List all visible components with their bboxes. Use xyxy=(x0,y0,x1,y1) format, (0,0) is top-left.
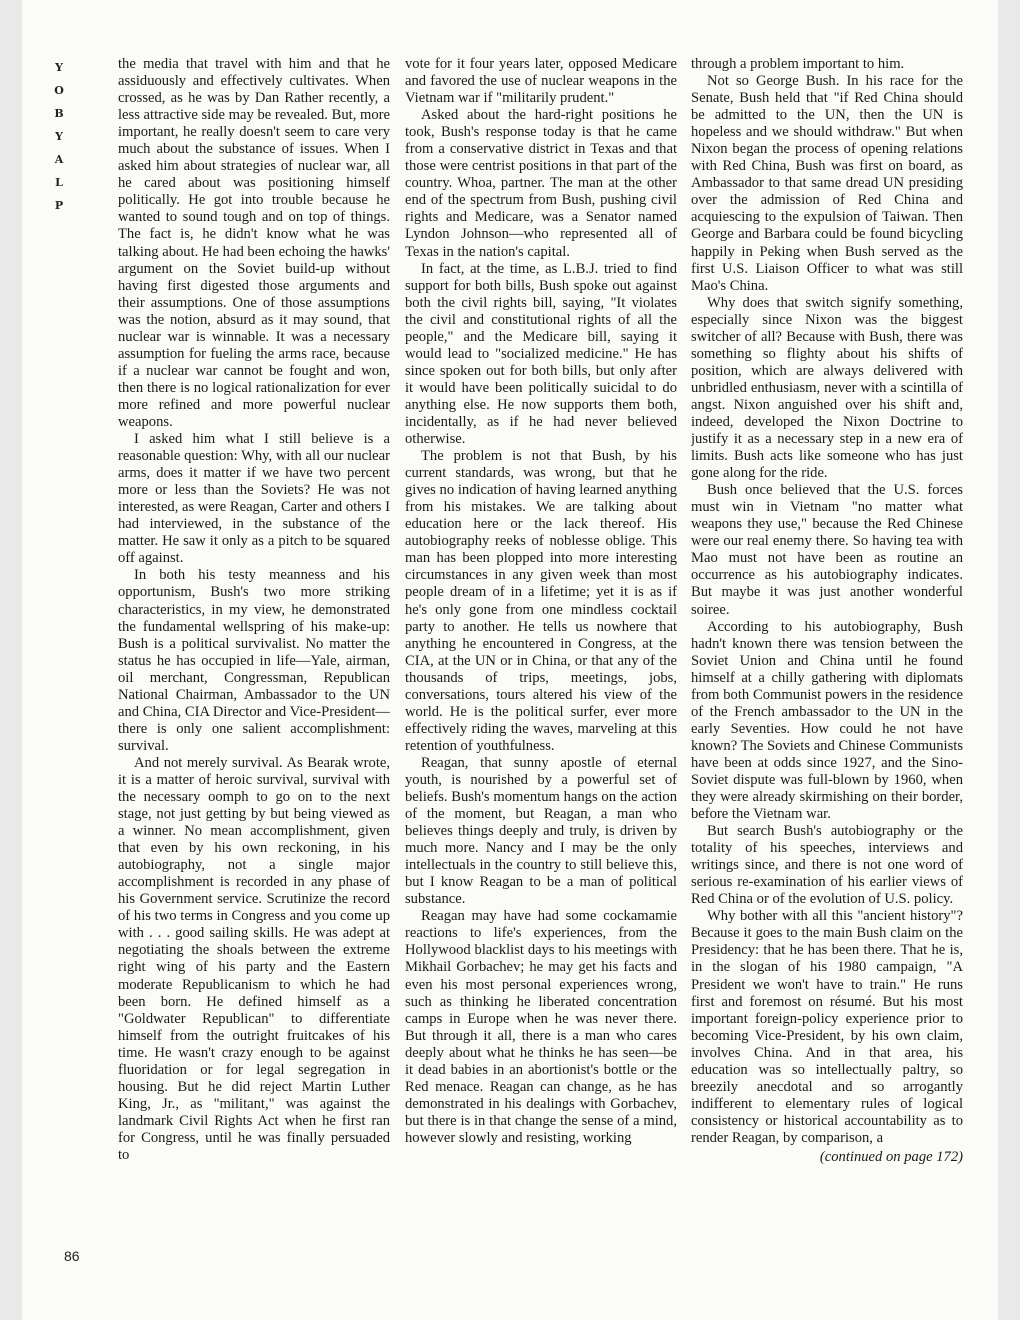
paragraph: Reagan may have had some cockamamie reactions to life's experiences, from the Hollywood blacklist days to his meetings with Mikhail Gorbachev; he may get his facts and even his most personal experiences wrong, such as thinking he liberated concentration camps in Europe when he was never there. But through it all, there is a man who cares deeply about what he thinks he has seen—be it dead babies in an abortionist's bottle or the Red menace. Reagan can change, as he has demonstrated in his dealings with Gorbachev, but there is in that change the sense of a mind, however slowly and resisting, working xyxy=(405,908,677,1146)
text-column-2 xyxy=(405,56,677,1268)
paragraph: Bush once believed that the U.S. forces must win in Vietnam "no matter what weapons they use," because the Red Chinese were our real enemy there. So having tea with Mao must not have been as routine an occurrence as his autobiography indicates. But maybe it was just another wonderful soiree. xyxy=(691,482,963,618)
paragraph: the media that travel with him and that he assiduously and effectively cultivates. When crossed, as he was by Dan Rather recently, a less attractive side may be revealed. But, more important, he really doesn't seem to care very much about the substance of issues. When I asked him about strategies of nuclear war, all he cared about was positioning himself politically. He got into trouble because he wanted to sound tough and on top of things. The fact is, he didn't know what he was talking about. He had been echoing the hawks' argument on the Soviet build-up without having first digested those arguments and their assumptions. One of those assumptions was the notion, absurd as it may sound, that nuclear war is winnable. It was a necessary assumption for fueling the arms race, because if a nuclear war cannot be fought and won, then there is no logical rationalization for ever more refined and more powerful nuclear weapons. xyxy=(118,56,390,430)
paragraph: vote for it four years later, opposed Medicare and favored the use of nuclear weapons in the Vietnam war if "militarily prudent." xyxy=(405,56,677,107)
magazine-title-vertical xyxy=(49,56,69,217)
title-letter: L xyxy=(55,176,63,189)
title-letter: Y xyxy=(55,130,63,143)
title-letter: O xyxy=(54,84,64,97)
magazine-page xyxy=(22,0,998,1320)
paragraph: Why bother with all this "ancient history"? Because it goes to the main Bush claim on the Presidency: that he has been there. That he is, in the slogan of his 1980 campaign, "A President we won't have to train." He runs first and foremost on résumé. But his most important foreign-policy experience prior to becoming Vice-President, by his own claim, involves China. And in that area, his education was so intellectually paltry, so breezily anecdotal and so arrogantly indifferent to elementary rules of logical consistency or historical accountability as to render Reagan, by comparison, a xyxy=(691,908,963,1146)
title-letter: B xyxy=(54,107,64,120)
title-letter: Y xyxy=(55,61,63,74)
page-number: 86 xyxy=(64,1248,80,1264)
paragraph: Why does that switch signify something, especially since Nixon was the biggest switcher of all? Because with Bush, there was something so flighty about his shifts of position, which are always delivered with unbridled enthusiasm, never with a scintilla of angst. Nixon anguished over his shift and, indeed, developed the Nixon Doctrine to justify it as a necessary step in a new era of limits. Bush acts like someone who has just gone along for the ride. xyxy=(691,294,963,482)
paragraph: The problem is not that Bush, by his current standards, was wrong, but that he gives no indication of having learned anything from his mistakes. We are talking about education here or the lack thereof. His autobiography reeks of noblesse oblige. This man has been plopped into more interesting circumstances in any given week than most people dream of in a lifetime; yet it is as if he's only gone from one mindless cocktail party to another. He tells us nowhere that anything he encountered in Congress, at the CIA, at the UN or in China, or that any of the thousands of trips, meetings, jobs, conversations, tours altered his view of the world. He is the political surfer, ever more effectively riding the waves, marveling at this retention of youthfulness. xyxy=(405,448,677,754)
paragraph: In both his testy meanness and his opportunism, Bush's two more striking characteristics, in my view, he demonstrated the fundamental wellspring of his make-up: Bush is a political survivalist. No matter the status he has occupied in life—Yale, airman, oil merchant, Congressman, Republican National Chairman, Ambassador to the UN and China, CIA Director and Vice-President—there is only one salient accomplishment: survival. xyxy=(118,567,390,754)
paragraph: In fact, at the time, as L.B.J. tried to find support for both bills, Bush spoke out against both the civil rights bill, saying, "It violates the civil and constitutional rights of all the people," and the Medicare bill, saying it would lead to "socialized medicine." He has since spoken out for both bills, but only after it would have been politically suicidal to do anything else. He now supports them both, incidentally, as if he had never believed otherwise. xyxy=(405,260,677,448)
paragraph: Asked about the hard-right positions he took, Bush's response today is that he came from a conservative district in Texas and that those were centrist positions in that part of the country. Whoa, partner. The man at the other end of the spectrum from Bush, pushing civil rights and Medicare, was a Senator named Lyndon Johnson—who represented all of Texas in the nation's capital. xyxy=(405,107,677,260)
paragraph: I asked him what I still believe is a reasonable question: Why, with all our nuclear arms, does it matter if we have two percent more or less than the Soviets? He was not interested, as were Reagan, Carter and others I had interviewed, in the substance of the matter. He saw it only as a pitch to be squared off against. xyxy=(118,431,390,567)
continued-note: (continued on page 172) xyxy=(819,1149,963,1165)
paragraph: through a problem important to him. xyxy=(691,56,905,72)
paragraph: According to his autobiography, Bush hadn't known there was tension between the Soviet Union and China until he found himself at a chilly gathering with diplomats from both Communist powers in the residence of the French ambassador to the UN in the early Seventies. How could he not have known? The Soviets and Chinese Communists have been at odds since 1927, and the Sino-Soviet dispute was full-blown by 1960, when they were already skirmishing on their border, before the Vietnam war. xyxy=(691,618,963,823)
paragraph: Reagan, that sunny apostle of eternal youth, is nourished by a powerful set of beliefs. Bush's momentum hangs on the action of the moment, but Reagan, a man who believes things deeply and truly, is driven by much more. Nancy and I may be the only intellectuals in the country to still believe this, but I know Reagan to be a man of political substance. xyxy=(405,754,677,908)
title-letter: P xyxy=(54,199,64,212)
paragraph: But search Bush's autobiography or the totality of his speeches, interviews and writings since, and there is not one word of serious re-examination of his earlier views of Red China or of the evolution of U.S. policy. xyxy=(691,823,963,908)
text-column-3 xyxy=(691,56,963,1268)
paragraph: And not merely survival. As Bearak wrote, it is a matter of heroic survival, survival with the necessary oomph to go on to the next stage, not just getting by but being viewed as a winner. No mean accomplishment, given that even by his own reckoning, in his autobiography, not a single major accomplishment is recorded in any phase of his Government service. Scrutinize the record of his two terms in Congress and you come up with . . . good sailing skills. He was adept at negotiating the shoals between the extreme right wing of his party and the Eastern moderate Republicanism to which he had been born. He defined himself as a "Goldwater Republican" to differentiate himself from the outright fruitcakes of his time. He wasn't crazy enough to be against fluoridation or for legal segregation in housing. But he did reject Martin Luther King, Jr., as "militant," was against the landmark Civil Rights Act when he first ran for Congress, until he was finally persuaded to xyxy=(118,754,390,1163)
paragraph: Not so George Bush. In his race for the Senate, Bush held that "if Red China should be admitted to the UN, then the UN is hopeless and we should withdraw." But when Nixon began the process of opening relations with Red China, Bush was first on board, as Ambassador to that same dread UN presiding over the admission of Red China and acquiescing to the expulsion of Taiwan. Then George and Barbara could be found bicycling happily in Peking when Bush served as the first U.S. Liaison Officer to what was still Mao's China. xyxy=(691,73,963,294)
text-column-1 xyxy=(118,56,390,1268)
title-letter: A xyxy=(54,153,64,166)
